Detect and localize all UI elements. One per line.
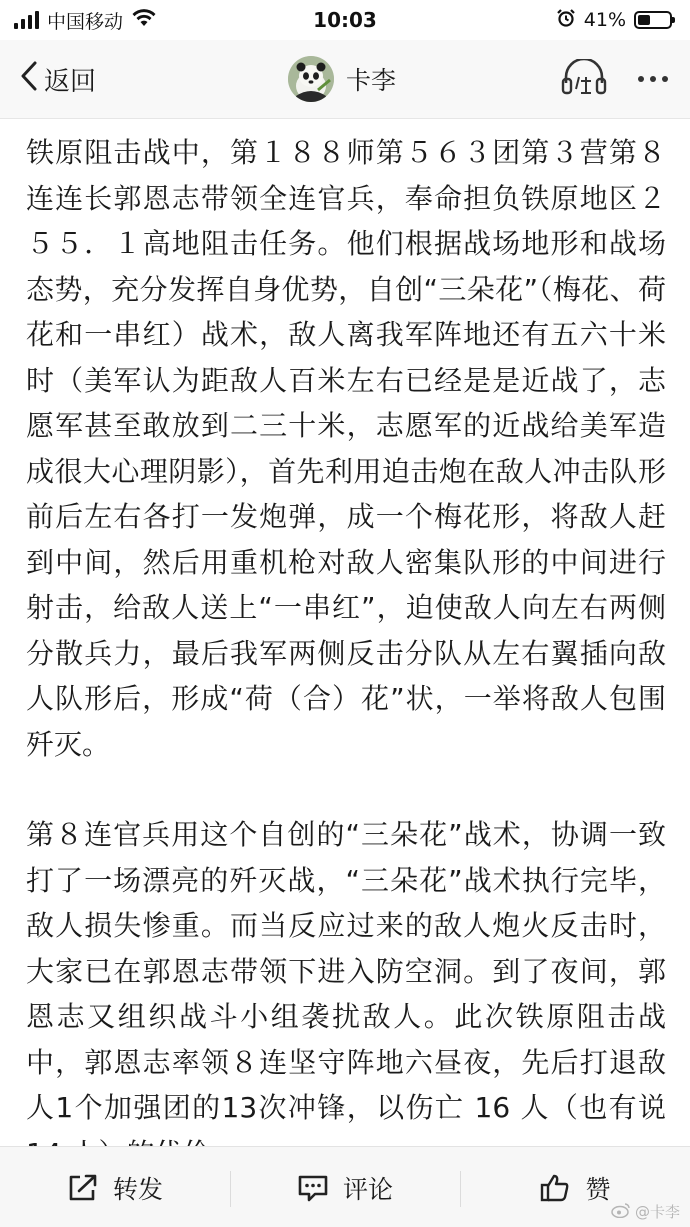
avatar[interactable] [288,56,334,102]
author-header[interactable] [288,54,396,104]
more-button[interactable] [638,76,668,82]
like-label: 赞 [585,1174,611,1204]
article-paragraph: 铁原阻击战中，第１８８师第５６３团第３营第８连连长郭恩志带领全连官兵，奉命担负铁原地区２５５．１高地阻击任务。他们根据战场地形和战场态势，充分发挥自身优势，自创“三朵花”（梅花、荷花和一串红）战术，敌人离我军阵地还有五六十米时（美军认为距敌人百米左右已经是是近战了，志愿军甚至敢放到二三十米，志愿军的近战给美军造成很大心理阴影），首先利用迫击炮在敌人冲击队形前后左右各打一发炮弹，成一个梅花形，将敌人赶到中间，然后用重机枪对敌人密集队形的中间进行射击，给敌人送上“一串红”，迫使敌人向左右两侧分散兵力，最后我军两侧反击分队从左右翼插向敌人队形后，形成“荷（合）花”状，一举将敌人包围歼灭。 [26,136,666,761]
listen-icon [560,59,608,99]
nav-actions [560,54,668,104]
thumbs-up-icon [539,1173,571,1203]
repost-icon [67,1173,99,1203]
weibo-watermark [611,1201,680,1222]
repost-button[interactable] [0,1147,230,1227]
battery-percent: 41% [583,9,626,31]
bottom-toolbar [0,1146,690,1227]
repost-label: 转发 [112,1174,163,1204]
listen-button[interactable] [560,59,608,99]
comment-icon [297,1173,329,1203]
nav-bar [0,40,690,119]
comment-label: 评论 [342,1174,393,1204]
article-paragraph: 第８连官兵用这个自创的“三朵花”战术，协调一致打了一场漂亮的歼灭战，“三朵花”战术执行完毕，敌人损失惨重。而当反应过来的敌人炮火反击时，大家已在郭恩志带领下进入防空洞。到了夜间，郭恩志又组织战斗小组袭扰敌人。此次铁原阻击战中，郭恩志率领８连坚守阵地六昼夜，先后打退敌人1个加强团的13次冲锋，以伤亡 16 人（也有说 [26,818,666,1124]
chevron-left-icon [20,60,38,99]
battery-level [638,15,650,25]
author-name[interactable]: 卡李 [346,66,397,95]
watermark-text: @卡李 [634,1203,680,1221]
back-button[interactable] [20,56,96,102]
status-bar [0,0,690,40]
battery-icon [634,11,672,29]
more-icon [638,76,644,82]
back-label: 返回 [44,66,97,97]
article-body [26,130,666,1176]
status-time: 10:03 [313,8,377,32]
alarm-icon [556,8,576,33]
weibo-logo-icon [611,1202,631,1222]
carrier-name: 中国移动 [47,10,124,33]
comment-button[interactable] [230,1147,460,1227]
status-right [556,0,672,40]
